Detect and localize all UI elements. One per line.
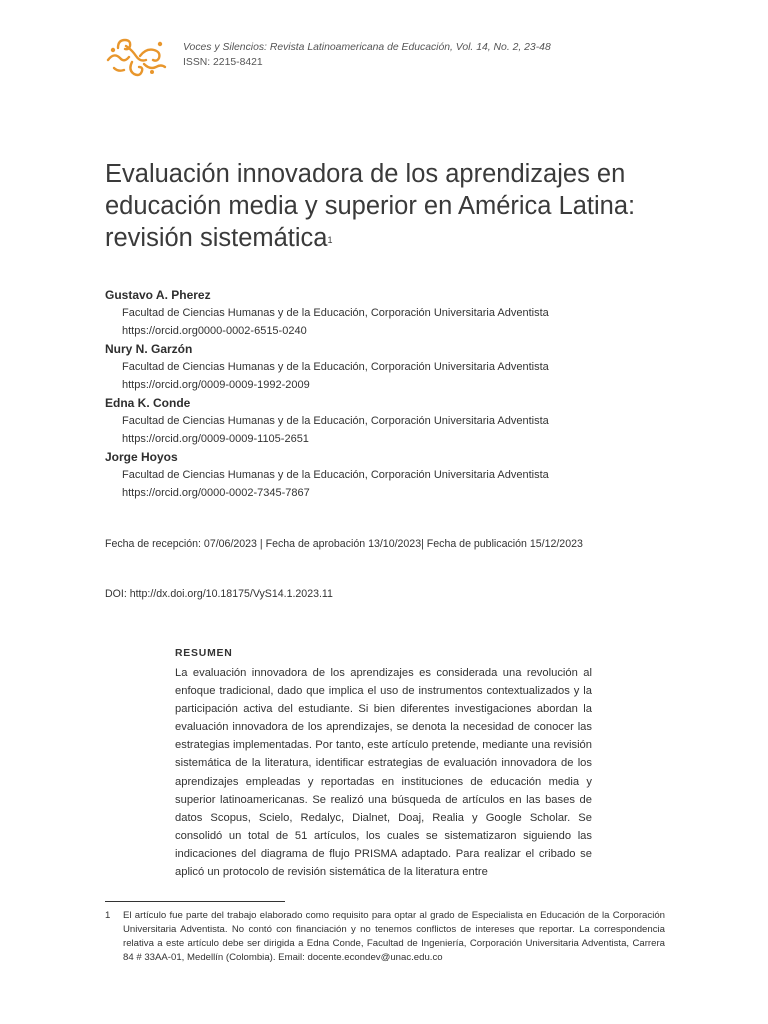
abstract-body: La evaluación innovadora de los aprendizajes es considerada una revolución al enfoque tradicional, dado que implica el uso de instrumentos contextualizados y la participación activa del estudiante. Si bien diferentes investigaciones abordan la evaluación innovadora de los aprendizajes, se denota la necesidad de conocer las estrategias implementadas. Por tanto, este artículo pretende, mediante una revisión sistemática de la literatura, identificar estrategias de evaluación innovadora de los aprendizajes empleadas y reportadas en instituciones de educación media y superior latinoamericanas. Se realizó una búsqueda de artículos en las bases de datos Scopus, Scielo, Redalyc, Dialnet, Doaj, Realia y Google Scholar. Se consolidó un total de 51 artículos, los cuales se sistematizaron siguiendo las indicaciones del diagrama de flujo PRISMA adaptado. Para realizar el cribado se aplicó un protocolo de revisión sistemática de la literatura entre (175, 667, 592, 879)
footnote (105, 909, 665, 965)
footnote-number: 1 (105, 910, 111, 921)
footnote-text: El artículo fue parte del trabajo elaborado como requisito para optar al grado de Especialista en Educación de la Corporación Universitaria Adventista. No contó con financiación y no tenemos conflictos de intereses que reportar. La correspondencia relativa a este artículo debe ser dirigida a Edna Conde, Facultad de Ingeniería, Corporación Universitaria Adventista, Carrera 84 # 33AA-01, Medellín (Colombia). Email: docente.econdev@unac.edu.co (123, 910, 665, 963)
author-entry (105, 448, 665, 502)
abstract-section (175, 646, 592, 881)
author-name: Nury N. Garzón (105, 342, 193, 356)
author-affiliation: Facultad de Ciencias Humanas y de la Educación, Corporación Universitaria Adventista (122, 307, 549, 319)
author-entry (105, 394, 665, 448)
author-name: Edna K. Conde (105, 396, 191, 410)
publication-dates: Fecha de recepción: 07/06/2023 | Fecha de aprobación 13/10/2023| Fecha de publicación 15/12/2023 (105, 538, 583, 550)
author-affiliation: Facultad de Ciencias Humanas y de la Educación, Corporación Universitaria Adventista (122, 415, 549, 427)
author-entry (105, 340, 665, 394)
article-title-text: Evaluación innovadora de los aprendizajes en educación media y superior en América Latina: revisión sistemática (105, 160, 636, 252)
abstract-heading: RESUMEN (175, 648, 233, 659)
author-orcid-link[interactable]: https://orcid.org/0000-0002-7345-7867 (122, 487, 310, 499)
author-entry (105, 286, 665, 340)
journal-name: Voces y Silencios: Revista Latinoamericana de Educación, Vol. 14, No. 2, 23-48 (183, 42, 551, 53)
author-affiliation: Facultad de Ciencias Humanas y de la Educación, Corporación Universitaria Adventista (122, 469, 549, 481)
author-affiliation: Facultad de Ciencias Humanas y de la Educación, Corporación Universitaria Adventista (122, 361, 549, 373)
journal-logo-icon (104, 34, 168, 78)
author-list (105, 286, 665, 502)
journal-issn: ISSN: 2215-8421 (183, 57, 263, 68)
doi-link[interactable]: DOI: http://dx.doi.org/10.18175/VyS14.1.2023.11 (105, 588, 333, 600)
footnote-divider (105, 901, 285, 902)
author-orcid-link[interactable]: https://orcid.org/0009-0009-1105-2651 (122, 433, 309, 445)
journal-header (183, 40, 551, 70)
article-title (105, 158, 665, 254)
author-orcid-link[interactable]: https://orcid.org/0009-0009-1992-2009 (122, 379, 310, 391)
author-name: Jorge Hoyos (105, 450, 178, 464)
author-orcid-link[interactable]: https://orcid.org0000-0002-6515-0240 (122, 325, 307, 337)
title-footnote-mark[interactable]: 1 (327, 235, 333, 245)
author-name: Gustavo A. Pherez (105, 288, 211, 302)
